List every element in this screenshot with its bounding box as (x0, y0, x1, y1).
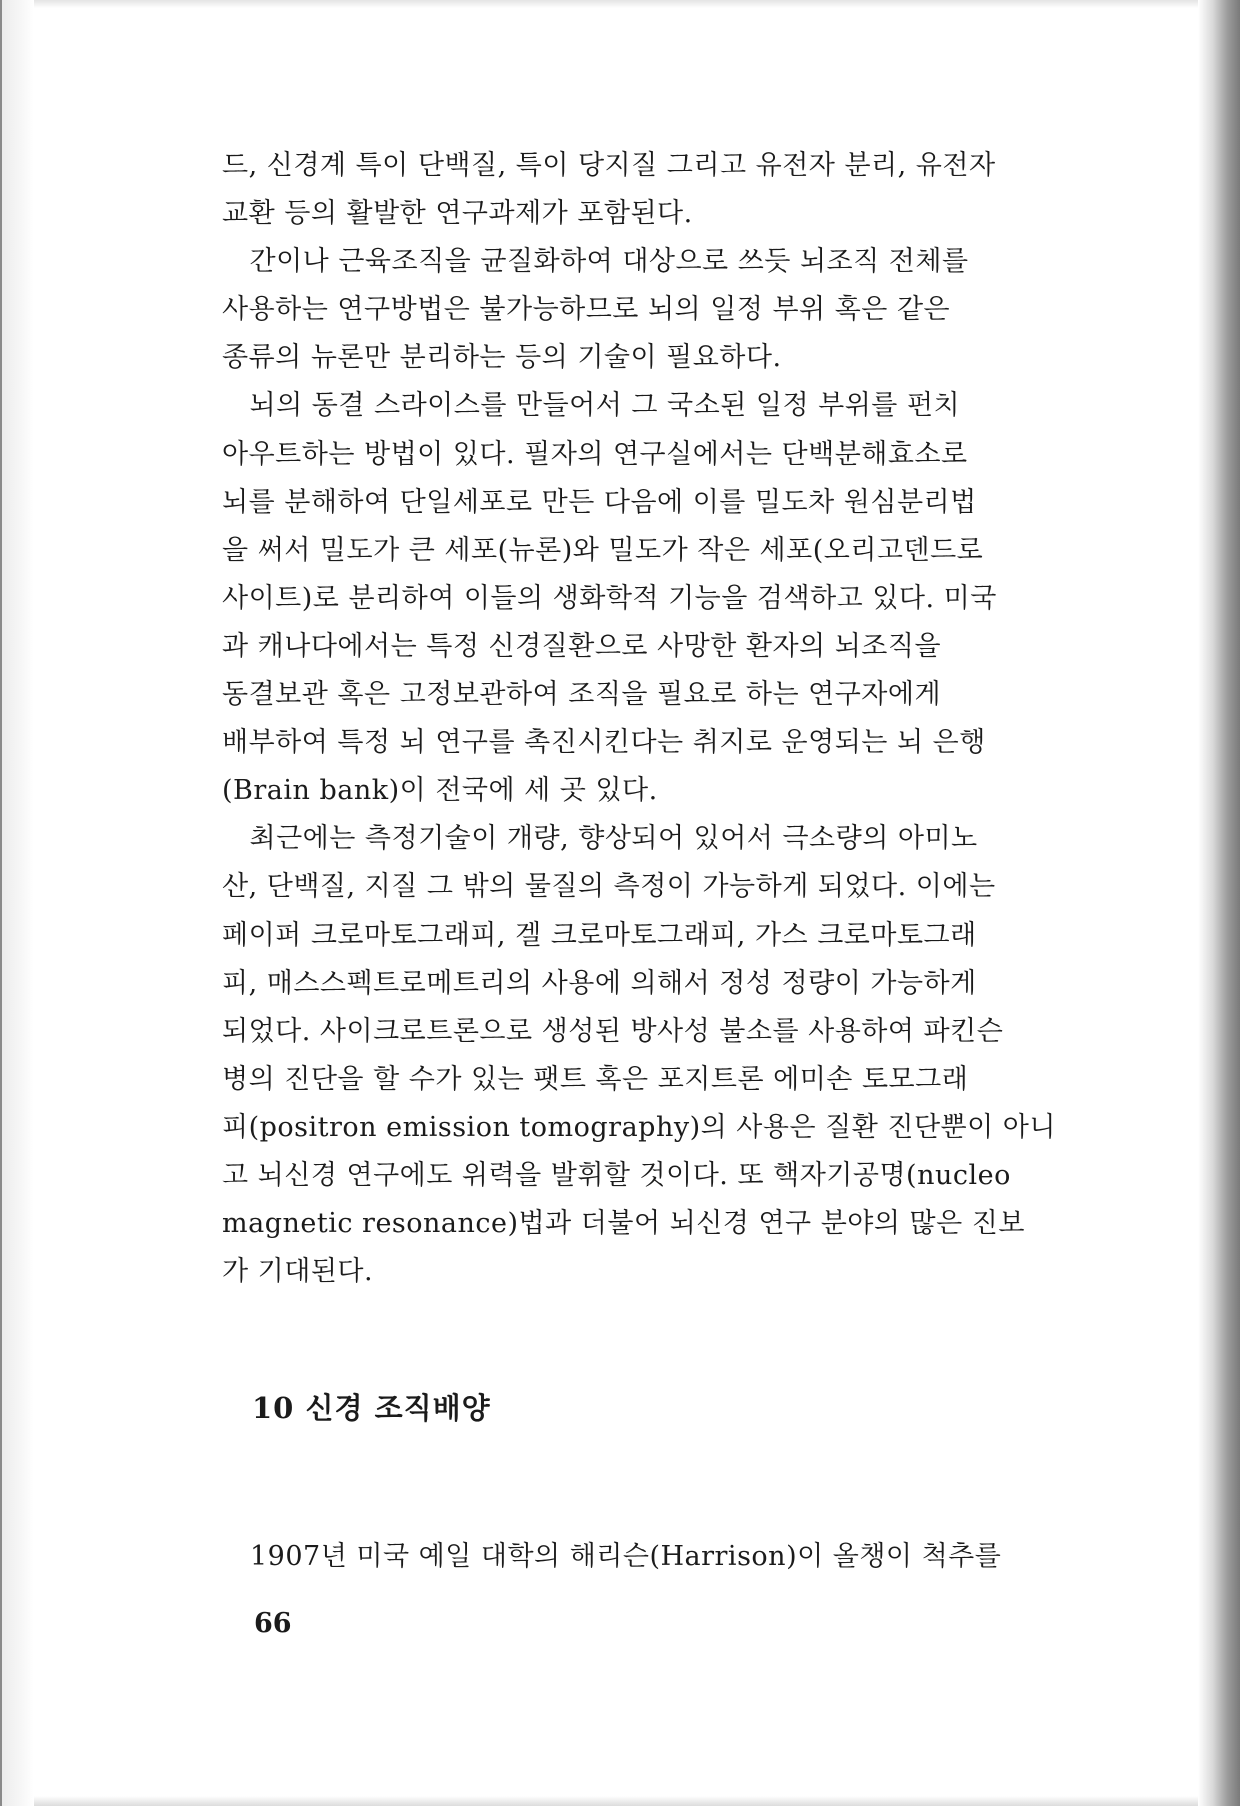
page-number: 66 (254, 1608, 292, 1639)
page-left-edge (0, 0, 34, 1806)
page-body (222, 142, 1082, 1296)
page-bottom-edge (34, 1796, 1198, 1806)
page-right-edge (1198, 0, 1240, 1806)
paragraph-4: 최근에는 측정기술이 개량, 향상되어 있어서 극소량의 아미노 산, 단백질, 지질 그 밖의 물질의 측정이 가능하게 되었다. 이에는 페이퍼 크로마토그래피, 겔 크로마토그래피, 가스 크로마토그래 피, 매스스펙트로메트리의 사용에 의해서 정성 정량이 가능하게 되었다. 사이크로트론으로 생성된 방사성 불소를 사용하여 파킨슨 병의 진단을 할 수가 있는 팻트 혹은 포지트론 에미손 토모그래 피(positron emission tomography)의 사용은 질환 진단뿐이 아니 고 뇌신경 연구에도 위력을 발휘할 것이다. 또 핵자기공명(nucleo magnetic resonance)법과 더불어 뇌신경 연구 분야의 많은 진보 가 기대된다. (222, 823, 1056, 1288)
section-first-line: 1907년 미국 예일 대학의 해리슨(Harrison)이 올챙이 척추를 (250, 1541, 1002, 1572)
paragraph-2: 간이나 근육조직을 균질화하여 대상으로 쓰듯 뇌조직 전체를 사용하는 연구방법은 불가능하므로 뇌의 일정 부위 혹은 같은 종류의 뉴론만 분리하는 등의 기술이 필요하다. (222, 246, 969, 374)
paragraph-1: 드, 신경계 특이 단백질, 특이 당지질 그리고 유전자 분리, 유전자 교환 등의 활발한 연구과제가 포함된다. (222, 150, 996, 230)
section-heading: 10 신경 조직배양 (252, 1391, 491, 1425)
paragraph-3: 뇌의 동결 스라이스를 만들어서 그 국소된 일정 부위를 펀치 아우트하는 방법이 있다. 필자의 연구실에서는 단백분해효소로 뇌를 분해하여 단일세포로 만든 다음에 이를 밀도차 원심분리법 을 써서 밀도가 큰 세포(뉴론)와 밀도가 작은 세포(오리고덴드로 사이트)로 분리하여 이들의 생화학적 기능을 검색하고 있다. 미국 과 캐나다에서는 특정 신경질환으로 사망한 환자의 뇌조직을 동결보관 혹은 고정보관하여 조직을 필요로 하는 연구자에게 배부하여 특정 뇌 연구를 촉진시킨다는 취지로 운영되는 뇌 은행 (Brain bank)이 전국에 세 곳 있다. (222, 390, 997, 807)
page-top-edge (34, 0, 1198, 8)
